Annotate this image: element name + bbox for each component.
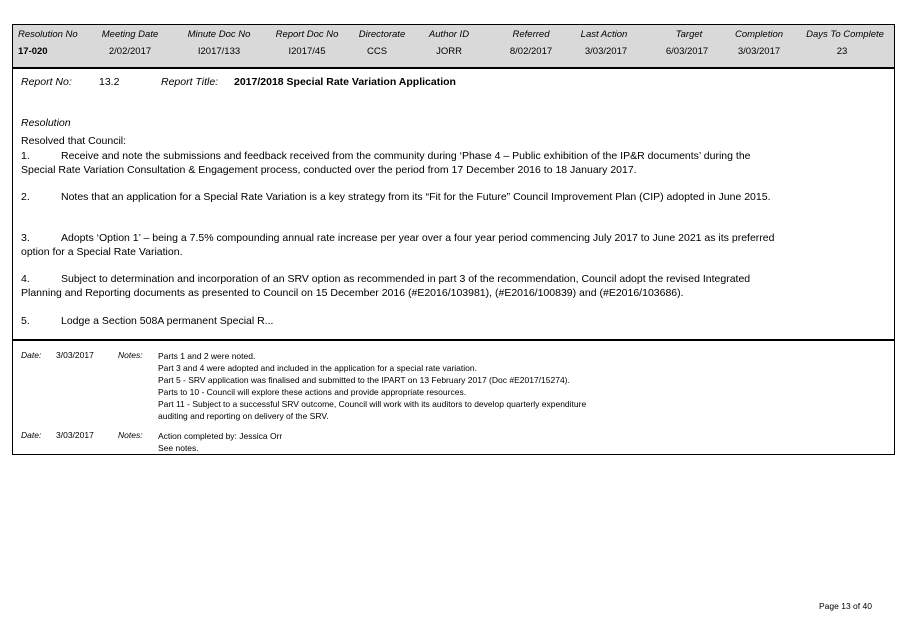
action-notes-text xyxy=(158,350,678,423)
resolution-record xyxy=(12,24,895,455)
header-label-resolution-no: Resolution No xyxy=(18,29,78,40)
report-title: 2017/2018 Special Rate Variation Application xyxy=(234,76,456,88)
action-notes-section xyxy=(13,341,894,454)
resolution-item xyxy=(21,272,781,300)
resolution-item xyxy=(21,314,781,328)
page-number: Page 13 of 40 xyxy=(819,601,872,611)
note-line: auditing and reporting on delivery of the SRV. xyxy=(158,411,329,422)
resolution-item xyxy=(21,149,781,177)
action-date: 3/03/2017 xyxy=(56,350,94,360)
header-label-author-id: Author ID xyxy=(428,29,470,40)
header-label-completion: Completion xyxy=(734,29,784,40)
item-number: 2. xyxy=(21,191,30,203)
action-date-label: Date: xyxy=(21,350,42,360)
resolution-item xyxy=(21,190,781,204)
action-notes-text xyxy=(158,430,678,454)
item-text: Receive and note the submissions and feedback received from the community during ‘Phase 4 – Public exhibition of the IP&R documents’ during the Special Rate Variation Consultation & Engagement process, conducted over the period from 17 December 2016 to 18 January 2017. xyxy=(21,150,751,176)
header-value-minute-doc-no: I2017/133 xyxy=(197,46,241,57)
item-number: 3. xyxy=(21,232,30,244)
resolution-intro: Resolved that Council: xyxy=(21,135,127,147)
item-text: Lodge a Section 508A permanent Special R... xyxy=(61,315,274,327)
item-text: Subject to determination and incorporation of an SRV option as recommended in part 3 of the recommendation, Council adopt the revised Integrated Planning and Reporting documents as presented to Council on 15 December 2016 (#E2016/103981), (#E2016/100839) and (#E2016/103686). xyxy=(21,273,751,299)
action-notes-label: Notes: xyxy=(118,430,143,440)
header-value-author-id: JORR xyxy=(436,46,462,57)
header-label-target: Target xyxy=(675,29,703,40)
header-label-days-to-complete: Days To Complete xyxy=(806,29,884,40)
header-label-report-doc-no: Report Doc No xyxy=(275,29,339,40)
resolution-heading: Resolution xyxy=(21,117,71,129)
report-section xyxy=(13,69,894,341)
action-date: 3/03/2017 xyxy=(56,430,94,440)
note-line: Parts 1 and 2 were noted. xyxy=(158,351,256,361)
item-number: 1. xyxy=(21,150,30,162)
resolution-item xyxy=(21,231,781,259)
note-line: Part 3 and 4 were adopted and included in the application for a special rate variation. xyxy=(158,363,477,374)
report-title-label: Report Title: xyxy=(161,76,219,88)
report-no-value: 13.2 xyxy=(99,76,120,88)
item-number: 4. xyxy=(21,273,30,285)
header-label-directorate: Directorate xyxy=(358,29,406,40)
note-line: Parts to 10 - Council will explore these actions and provide appropriate resources. xyxy=(158,387,467,398)
record-header xyxy=(13,25,894,69)
header-label-meeting-date: Meeting Date xyxy=(101,29,159,40)
header-value-report-doc-no: I2017/45 xyxy=(288,46,326,57)
note-line: Part 11 - Subject to a successful SRV outcome, Council will work with its auditors to develop quarterly expenditure xyxy=(158,399,587,410)
header-value-directorate: CCS xyxy=(366,46,388,57)
header-value-completion: 3/03/2017 xyxy=(737,46,781,57)
header-value-referred: 8/02/2017 xyxy=(509,46,553,57)
header-label-minute-doc-no: Minute Doc No xyxy=(187,29,251,40)
item-number: 5. xyxy=(21,315,30,327)
header-value-resolution-no: 17-020 xyxy=(18,46,48,57)
header-value-meeting-date: 2/02/2017 xyxy=(108,46,152,57)
header-value-target: 6/03/2017 xyxy=(665,46,709,57)
report-no-label: Report No: xyxy=(21,76,72,88)
item-text: Adopts ‘Option 1’ – being a 7.5% compounding annual rate increase per year over a four year period commencing July 2017 to June 2021 as its preferred option for a Special Rate Variation. xyxy=(21,232,775,258)
item-text: Notes that an application for a Special Rate Variation is a key strategy from its “Fit for the Future” Council Improvement Plan (CIP) adopted in June 2015. xyxy=(61,191,771,203)
header-value-days-to-complete: 23 xyxy=(836,46,848,57)
header-value-last-action: 3/03/2017 xyxy=(584,46,628,57)
action-date-label: Date: xyxy=(21,430,42,440)
note-line: Action completed by: Jessica Orr xyxy=(158,431,283,441)
header-label-last-action: Last Action xyxy=(580,29,628,40)
action-notes-label: Notes: xyxy=(118,350,143,360)
header-label-referred: Referred xyxy=(512,29,550,40)
note-line: Part 5 - SRV application was finalised and submitted to the IPART on 13 February 2017 (Doc #E2017/15274). xyxy=(158,375,570,386)
note-line: See notes. xyxy=(158,443,199,454)
